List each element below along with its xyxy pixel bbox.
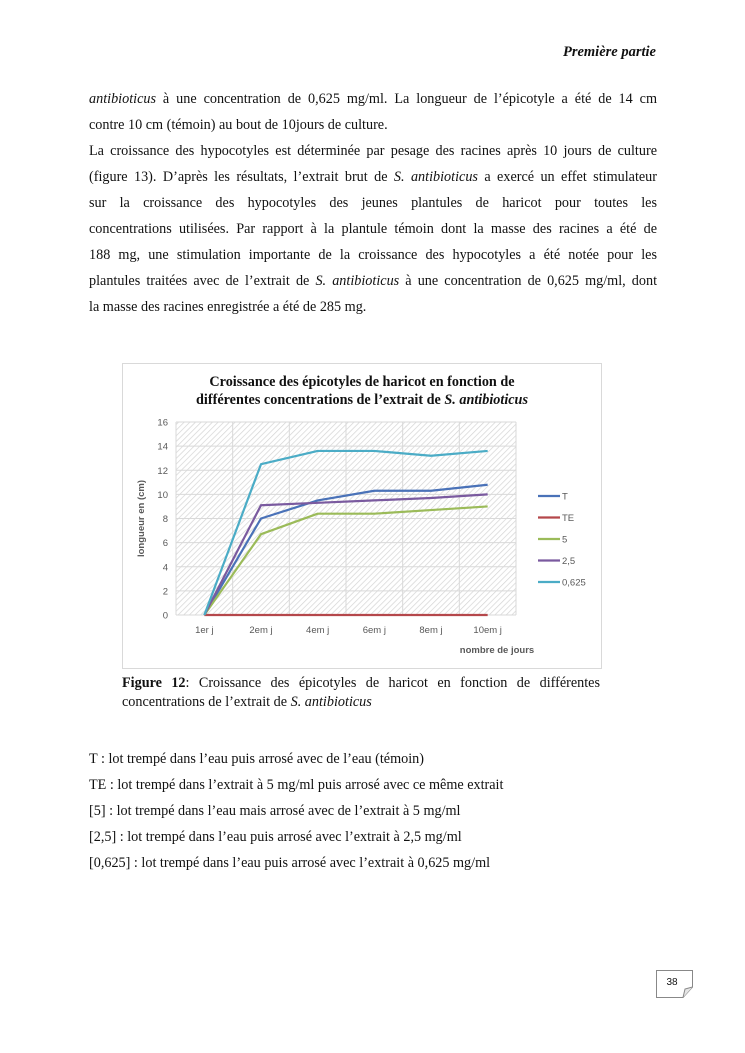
line-text: (figure 13). D’après les résultats, l’extrait brut de	[89, 169, 394, 185]
paragraph-line	[89, 86, 657, 112]
page-number	[656, 970, 692, 996]
y-axis-label: longueur en (cm)	[136, 479, 147, 558]
line-text: 188 mg, une stimulation importante de la croissance des hypocotyles a été notée pour les	[89, 247, 657, 263]
x-tick-label: 2em j	[249, 625, 273, 636]
note-item: [5] : lot trempé dans l’eau mais arrosé avec de l’extrait à 5 mg/ml	[89, 803, 461, 819]
chart-title-line: Croissance des épicotyles de haricot en fonction de	[209, 374, 515, 390]
x-axis-label: nombre de jours	[459, 645, 535, 656]
y-tick-label: 2	[162, 586, 168, 598]
paragraph-epicotyl	[89, 86, 657, 138]
x-tick-label: 4em j	[306, 625, 330, 636]
abbreviation-notes	[89, 746, 503, 876]
line-text: sur la croissance des hypocotyles des jeunes plantules de haricot pour toutes les	[89, 195, 657, 211]
y-tick-label: 0	[162, 610, 168, 622]
chart-plot	[123, 364, 601, 668]
line-text: la masse des racines enregistrée a été de 285 mg.	[89, 299, 367, 315]
legend-label: 2,5	[562, 556, 576, 567]
caption-text: concentrations de l’extrait de	[122, 694, 291, 710]
legend-label: TE	[562, 513, 575, 524]
paragraph-hypocotyl	[89, 138, 657, 320]
caption-species: S. antibioticus	[290, 694, 372, 710]
x-tick-label: 6em j	[362, 625, 386, 636]
running-header: Première partie	[562, 44, 656, 60]
x-tick-label: 1er j	[195, 625, 214, 636]
paragraph-line	[89, 268, 657, 294]
line-text: La croissance des hypocotyles est déterminée par pesage des racines après 10 jours de culture	[89, 143, 657, 159]
species-name: S. antibioticus	[315, 273, 400, 289]
caption-line	[122, 694, 372, 710]
line-text: contre 10 cm (témoin) au bout de 10jours de culture.	[89, 117, 388, 133]
line-chart	[122, 363, 602, 669]
x-tick-label: 8em j	[419, 625, 443, 636]
species-name: antibioticus	[89, 91, 156, 107]
y-tick-label: 4	[162, 562, 168, 574]
note-item: T : lot trempé dans l’eau puis arrosé avec de l’eau (témoin)	[89, 751, 424, 767]
paragraph-line	[89, 112, 657, 138]
y-tick-label: 14	[157, 441, 168, 453]
caption-label: Figure 12	[122, 675, 186, 691]
paragraph-line	[89, 138, 657, 164]
paragraph-line	[89, 190, 657, 216]
paragraph-line	[89, 242, 657, 268]
page-number-text: 38	[666, 977, 678, 988]
caption-line	[122, 674, 600, 693]
paragraph-line	[89, 164, 657, 190]
y-tick-label: 8	[162, 514, 168, 525]
note-item: TE : lot trempé dans l’extrait à 5 mg/ml puis arrosé avec ce même extrait	[89, 777, 504, 793]
line-text: concentrations utilisées. Par rapport à la plantule témoin dont la masse des racines a été de	[89, 221, 657, 237]
paragraph-line	[89, 216, 657, 242]
line-text: a exercé un effet stimulateur	[477, 169, 658, 185]
y-tick-label: 16	[157, 417, 168, 429]
species-name: S. antibioticus	[393, 169, 478, 185]
note-item: [0,625] : lot trempé dans l’eau puis arrosé avec l’extrait à 0,625 mg/ml	[89, 855, 491, 871]
y-tick-label: 6	[162, 538, 168, 550]
line-text: à une concentration de 0,625 mg/ml. La longueur de l’épicotyle a été de 14 cm	[156, 91, 657, 107]
line-text: à une concentration de 0,625 mg/ml, dont	[399, 273, 658, 289]
caption-text: : Croissance des épicotyles de haricot en fonction de différentes	[185, 675, 600, 691]
legend-label: 5	[562, 534, 568, 546]
y-tick-label: 10	[157, 489, 168, 501]
figure-caption	[122, 674, 600, 712]
line-text: plantules traitées avec de l’extrait de	[89, 273, 316, 289]
y-tick-label: 12	[157, 465, 168, 477]
note-item: [2,5] : lot trempé dans l’eau puis arrosé avec l’extrait à 2,5 mg/ml	[89, 829, 462, 845]
legend-label: T	[562, 491, 568, 503]
legend-label: 0,625	[562, 577, 586, 589]
paragraph-line	[89, 294, 657, 320]
chart-title-text: différentes concentrations de l’extrait de	[196, 392, 445, 408]
chart-title-species: S. antibioticus	[444, 392, 528, 408]
x-tick-label: 10em j	[473, 625, 502, 636]
